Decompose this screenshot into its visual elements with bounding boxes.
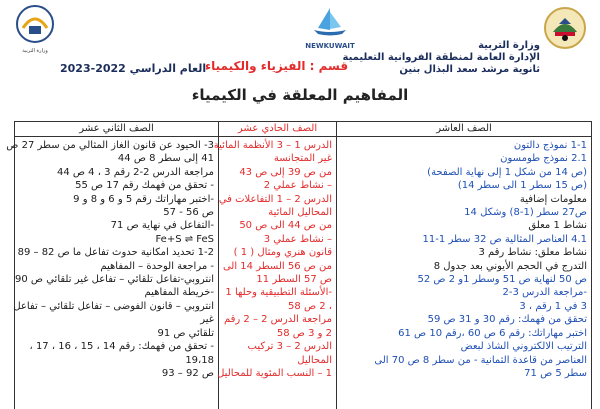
list-item: انتروبي-تفاعل تلقائي – تفاعل غير تلقائي ص 90 <box>15 274 214 286</box>
list-item: نشاط معلق: نشاط رقم 3 <box>478 247 587 259</box>
list-item: 3 في 1 رقم ، 3 <box>519 300 587 312</box>
list-item: انتروبي – قانون الفوضى – تفاعل تلقائي – تفاعل <box>13 300 214 312</box>
list-item: ص 92 – 93 <box>161 367 214 379</box>
concepts-table <box>6 121 592 409</box>
list-item: 41 إلى سطر 8 ص 44 <box>117 153 214 165</box>
academic-year: العام الدراسي 2022-2023 <box>60 62 207 75</box>
list-item: 2.1 نموذج طومسون <box>500 153 587 165</box>
list-item: - تحقق من فهمك: رقم 14 ، 15 ، 16 ، 17 ، <box>29 341 214 353</box>
department-name: قسم : الفيزياء والكيمياء <box>205 59 349 73</box>
list-item: ص 50 لنهاية ص 51 وسطر 1و 2 ص 52 <box>417 274 587 286</box>
new-kuwait-text: NEWKUWAIT <box>305 42 355 50</box>
list-item: (ص 14 من شكل 1 إلى نهاية الصفحة) <box>427 166 587 178</box>
list-item: غير <box>200 314 214 326</box>
list-item: 2 و 3 ص 58 <box>276 327 332 339</box>
list-item: -اختبر مهاراتك رقم 5 و 6 و 8 و 9 <box>73 193 214 205</box>
list-item: من ص 56 السطر 14 الى <box>222 260 332 272</box>
grade10-column <box>337 122 591 409</box>
school-logo-text: وزارة التربية <box>22 48 48 54</box>
list-item: - تحقق من فهمك رقم 17 ص 55 <box>75 180 214 192</box>
list-item: مراجعة الدرس 2 – 2 رقم <box>223 314 332 326</box>
list-item: تلقائي ص 91 <box>157 327 214 339</box>
grade12-header: الصف الثاني عشر <box>15 122 218 137</box>
list-item: -الأسئلة التطبيقية وحلها 1 <box>225 287 332 299</box>
list-item: تحقق من فهمك: رقم 30 و 31 ص 59 <box>427 314 587 326</box>
list-item: التدرج في الحجم الأيوني بعد جدول 8 <box>433 260 587 272</box>
school-name: ثانوية مرشد سعد البذال بنين <box>399 64 540 75</box>
page-title: المفاهيم المعلقة في الكيمياء <box>191 86 409 104</box>
list-item: 19،18 <box>185 354 214 366</box>
list-item: 3- الحيود عن قانون الغاز المثالي من سطر 27 ص <box>6 140 214 151</box>
list-item: ص 57 السطر 11 <box>256 274 332 286</box>
list-item: مراجعة الدرس 2-2 رقم 3 ، 4 ص 44 <box>56 166 214 178</box>
school-logo <box>6 4 64 60</box>
list-item: قانون هنري ومثال ( 1 ) <box>233 247 332 259</box>
list-item: اختبر مهاراتك: رقم 6 ص 60 ،رقم 10 ص 61 <box>398 327 587 339</box>
list-item: العناصر من قاعدة الثمانية - من سطر 8 ص 70 الى <box>374 354 587 366</box>
list-item: من ص 39 إلى ص 43 <box>239 166 332 178</box>
list-item: ص27 سطر (1-8) وشكل 14 <box>464 207 587 219</box>
list-item: -مراجعة الدرس 3-2 <box>502 287 587 299</box>
list-item: نشاط 1 معلق <box>528 220 587 232</box>
list-item: المحاليل المائية <box>268 207 332 219</box>
list-item: الدرس 2 – 3 تركيب <box>247 341 332 353</box>
list-item: ص 56 - 57 <box>163 207 214 219</box>
kuwait-emblem-icon <box>543 6 587 50</box>
list-item: الدرس 2 – 1 التفاعلات في <box>218 193 332 205</box>
list-item: 1 – النسب المئوية للمحاليل <box>217 367 332 379</box>
grade12-list <box>6 137 218 382</box>
list-item: - مراجعة الوحدة – المفاهيم <box>100 260 214 272</box>
list-item: – نشاط عملي 3 <box>263 233 332 245</box>
list-item: معلومات إضافية <box>519 193 587 205</box>
grade11-list <box>213 137 336 382</box>
list-item: – نشاط عملي 2 <box>263 180 332 192</box>
list-item: غير المتجانسة <box>273 153 332 165</box>
list-item: -التفاعل في نهاية ص 71 <box>110 220 214 232</box>
list-item: (ص 15 سطر 1 الى سطر 14) <box>457 180 587 192</box>
directorate-name: الإدارة العامة لمنطقة الفروانية التعليمية <box>342 52 540 63</box>
grade12-column <box>6 122 219 409</box>
grade11-header: الصف الحادي عشر <box>219 122 336 137</box>
list-item: الترتيب الالكتروني الشاذ لبعض <box>460 341 587 353</box>
grade10-list <box>337 137 591 382</box>
list-item: Fe+S ⇌ FeS <box>155 233 214 245</box>
grade11-column <box>213 122 337 409</box>
header-block <box>343 40 540 76</box>
list-item: من ص 44 الى ص 50 <box>239 220 332 232</box>
grade10-header: الصف العاشر <box>337 122 591 137</box>
list-item: 1-1 نموذج دالتون <box>513 140 587 151</box>
list-item: سطر 5 ص 71 <box>524 367 587 379</box>
list-item: المحاليل <box>297 354 332 366</box>
list-item: -خريطة المفاهيم <box>144 287 214 299</box>
ministry-name: وزارة التربية <box>478 40 540 51</box>
list-item: 1-2 تحديد امكانية حدوث تفاعل ما ص 82 – 89 <box>17 247 214 259</box>
list-item: ، 2 ص 58 <box>288 300 332 312</box>
list-item: الدرس 1 – 3 الأنظمة المائية <box>213 140 332 151</box>
list-item: 4.1 العناصر المثالية ص 32 سطر 1-11 <box>422 233 587 245</box>
